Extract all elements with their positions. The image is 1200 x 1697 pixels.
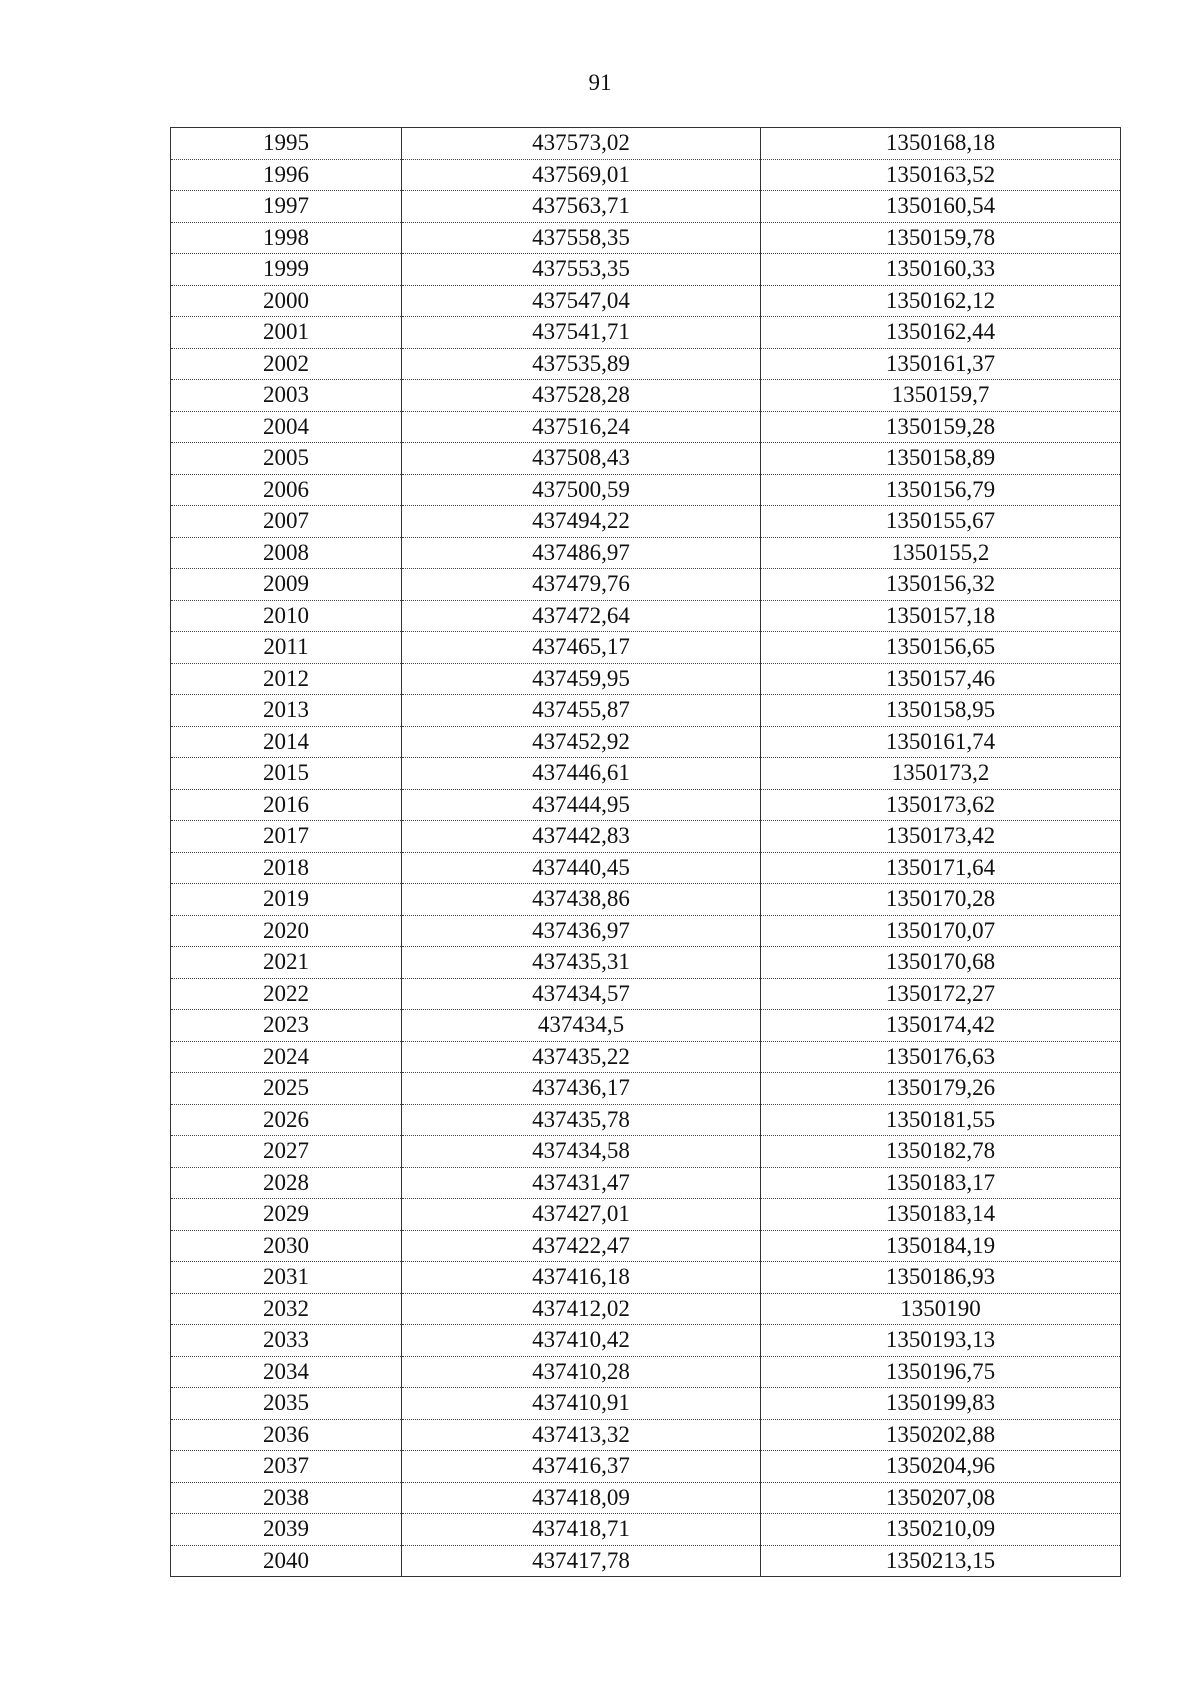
point-number-cell: 2027 <box>171 1136 402 1168</box>
y-coordinate-cell: 1350160,54 <box>761 191 1121 223</box>
table-row <box>171 159 1121 191</box>
table-row <box>171 1419 1121 1451</box>
y-coordinate-cell: 1350190 <box>761 1293 1121 1325</box>
table-row <box>171 600 1121 632</box>
x-coordinate-cell: 437416,37 <box>402 1451 761 1483</box>
point-number-cell: 2036 <box>171 1419 402 1451</box>
point-number-cell: 2020 <box>171 915 402 947</box>
y-coordinate-cell: 1350156,65 <box>761 632 1121 664</box>
y-coordinate-cell: 1350179,26 <box>761 1073 1121 1105</box>
x-coordinate-cell: 437438,86 <box>402 884 761 916</box>
point-number-cell: 2013 <box>171 695 402 727</box>
y-coordinate-cell: 1350160,33 <box>761 254 1121 286</box>
y-coordinate-cell: 1350199,83 <box>761 1388 1121 1420</box>
table-row <box>171 537 1121 569</box>
table-row <box>171 1451 1121 1483</box>
table-row <box>171 222 1121 254</box>
table-row <box>171 1514 1121 1546</box>
x-coordinate-cell: 437541,71 <box>402 317 761 349</box>
y-coordinate-cell: 1350213,15 <box>761 1545 1121 1577</box>
point-number-cell: 2022 <box>171 978 402 1010</box>
y-coordinate-cell: 1350204,96 <box>761 1451 1121 1483</box>
coordinates-table-body <box>171 128 1121 1577</box>
point-number-cell: 2026 <box>171 1104 402 1136</box>
x-coordinate-cell: 437412,02 <box>402 1293 761 1325</box>
point-number-cell: 2018 <box>171 852 402 884</box>
x-coordinate-cell: 437418,71 <box>402 1514 761 1546</box>
y-coordinate-cell: 1350162,44 <box>761 317 1121 349</box>
point-number-cell: 2038 <box>171 1482 402 1514</box>
point-number-cell: 2003 <box>171 380 402 412</box>
x-coordinate-cell: 437440,45 <box>402 852 761 884</box>
y-coordinate-cell: 1350210,09 <box>761 1514 1121 1546</box>
y-coordinate-cell: 1350170,68 <box>761 947 1121 979</box>
y-coordinate-cell: 1350183,17 <box>761 1167 1121 1199</box>
table-row <box>171 1262 1121 1294</box>
point-number-cell: 2017 <box>171 821 402 853</box>
table-row <box>171 1356 1121 1388</box>
table-row <box>171 285 1121 317</box>
table-row <box>171 474 1121 506</box>
y-coordinate-cell: 1350159,78 <box>761 222 1121 254</box>
point-number-cell: 2025 <box>171 1073 402 1105</box>
page-number: 91 <box>588 70 612 95</box>
y-coordinate-cell: 1350158,89 <box>761 443 1121 475</box>
point-number-cell: 2000 <box>171 285 402 317</box>
table-row <box>171 852 1121 884</box>
point-number-cell: 2028 <box>171 1167 402 1199</box>
coordinates-table <box>170 127 1121 1577</box>
point-number-cell: 2002 <box>171 348 402 380</box>
table-row <box>171 380 1121 412</box>
y-coordinate-cell: 1350170,28 <box>761 884 1121 916</box>
point-number-cell: 2039 <box>171 1514 402 1546</box>
table-row <box>171 947 1121 979</box>
x-coordinate-cell: 437410,42 <box>402 1325 761 1357</box>
x-coordinate-cell: 437431,47 <box>402 1167 761 1199</box>
table-row <box>171 1545 1121 1577</box>
point-number-cell: 2034 <box>171 1356 402 1388</box>
y-coordinate-cell: 1350157,18 <box>761 600 1121 632</box>
table-row <box>171 726 1121 758</box>
x-coordinate-cell: 437427,01 <box>402 1199 761 1231</box>
table-row <box>171 1041 1121 1073</box>
point-number-cell: 2014 <box>171 726 402 758</box>
table-row <box>171 569 1121 601</box>
point-number-cell: 2040 <box>171 1545 402 1577</box>
table-row <box>171 1073 1121 1105</box>
y-coordinate-cell: 1350161,37 <box>761 348 1121 380</box>
y-coordinate-cell: 1350156,79 <box>761 474 1121 506</box>
x-coordinate-cell: 437435,31 <box>402 947 761 979</box>
y-coordinate-cell: 1350157,46 <box>761 663 1121 695</box>
table-row <box>171 317 1121 349</box>
point-number-cell: 2037 <box>171 1451 402 1483</box>
y-coordinate-cell: 1350168,18 <box>761 128 1121 160</box>
x-coordinate-cell: 437516,24 <box>402 411 761 443</box>
x-coordinate-cell: 437422,47 <box>402 1230 761 1262</box>
point-number-cell: 2009 <box>171 569 402 601</box>
y-coordinate-cell: 1350163,52 <box>761 159 1121 191</box>
x-coordinate-cell: 437436,17 <box>402 1073 761 1105</box>
table-row <box>171 789 1121 821</box>
x-coordinate-cell: 437486,97 <box>402 537 761 569</box>
point-number-cell: 1998 <box>171 222 402 254</box>
y-coordinate-cell: 1350184,19 <box>761 1230 1121 1262</box>
x-coordinate-cell: 437418,09 <box>402 1482 761 1514</box>
y-coordinate-cell: 1350161,74 <box>761 726 1121 758</box>
y-coordinate-cell: 1350196,75 <box>761 1356 1121 1388</box>
table-row <box>171 758 1121 790</box>
y-coordinate-cell: 1350181,55 <box>761 1104 1121 1136</box>
x-coordinate-cell: 437435,78 <box>402 1104 761 1136</box>
point-number-cell: 2001 <box>171 317 402 349</box>
y-coordinate-cell: 1350159,7 <box>761 380 1121 412</box>
x-coordinate-cell: 437508,43 <box>402 443 761 475</box>
y-coordinate-cell: 1350186,93 <box>761 1262 1121 1294</box>
x-coordinate-cell: 437479,76 <box>402 569 761 601</box>
table-row <box>171 1482 1121 1514</box>
x-coordinate-cell: 437459,95 <box>402 663 761 695</box>
point-number-cell: 2004 <box>171 411 402 443</box>
table-row <box>171 506 1121 538</box>
y-coordinate-cell: 1350171,64 <box>761 852 1121 884</box>
y-coordinate-cell: 1350182,78 <box>761 1136 1121 1168</box>
table-row <box>171 348 1121 380</box>
table-row <box>171 632 1121 664</box>
point-number-cell: 2015 <box>171 758 402 790</box>
table-row <box>171 1325 1121 1357</box>
table-row <box>171 443 1121 475</box>
x-coordinate-cell: 437413,32 <box>402 1419 761 1451</box>
table-row <box>171 695 1121 727</box>
table-row <box>171 915 1121 947</box>
x-coordinate-cell: 437417,78 <box>402 1545 761 1577</box>
table-row <box>171 1136 1121 1168</box>
table-row <box>171 1104 1121 1136</box>
point-number-cell: 2021 <box>171 947 402 979</box>
y-coordinate-cell: 1350162,12 <box>761 285 1121 317</box>
x-coordinate-cell: 437553,35 <box>402 254 761 286</box>
table-row <box>171 1167 1121 1199</box>
y-coordinate-cell: 1350156,32 <box>761 569 1121 601</box>
table-row <box>171 411 1121 443</box>
x-coordinate-cell: 437410,91 <box>402 1388 761 1420</box>
table-row <box>171 1010 1121 1042</box>
y-coordinate-cell: 1350173,2 <box>761 758 1121 790</box>
y-coordinate-cell: 1350174,42 <box>761 1010 1121 1042</box>
y-coordinate-cell: 1350159,28 <box>761 411 1121 443</box>
y-coordinate-cell: 1350155,2 <box>761 537 1121 569</box>
table-row <box>171 663 1121 695</box>
x-coordinate-cell: 437563,71 <box>402 191 761 223</box>
y-coordinate-cell: 1350202,88 <box>761 1419 1121 1451</box>
point-number-cell: 2010 <box>171 600 402 632</box>
table-row <box>171 1388 1121 1420</box>
y-coordinate-cell: 1350173,42 <box>761 821 1121 853</box>
y-coordinate-cell: 1350193,13 <box>761 1325 1121 1357</box>
y-coordinate-cell: 1350207,08 <box>761 1482 1121 1514</box>
x-coordinate-cell: 437573,02 <box>402 128 761 160</box>
point-number-cell: 1995 <box>171 128 402 160</box>
y-coordinate-cell: 1350173,62 <box>761 789 1121 821</box>
x-coordinate-cell: 437435,22 <box>402 1041 761 1073</box>
table-row <box>171 1199 1121 1231</box>
point-number-cell: 2032 <box>171 1293 402 1325</box>
x-coordinate-cell: 437494,22 <box>402 506 761 538</box>
point-number-cell: 2005 <box>171 443 402 475</box>
point-number-cell: 2016 <box>171 789 402 821</box>
point-number-cell: 2030 <box>171 1230 402 1262</box>
table-row <box>171 884 1121 916</box>
y-coordinate-cell: 1350172,27 <box>761 978 1121 1010</box>
x-coordinate-cell: 437500,59 <box>402 474 761 506</box>
y-coordinate-cell: 1350176,63 <box>761 1041 1121 1073</box>
x-coordinate-cell: 437434,5 <box>402 1010 761 1042</box>
point-number-cell: 2007 <box>171 506 402 538</box>
table-row <box>171 821 1121 853</box>
y-coordinate-cell: 1350155,67 <box>761 506 1121 538</box>
point-number-cell: 2006 <box>171 474 402 506</box>
table-row <box>171 1230 1121 1262</box>
x-coordinate-cell: 437410,28 <box>402 1356 761 1388</box>
x-coordinate-cell: 437452,92 <box>402 726 761 758</box>
point-number-cell: 2029 <box>171 1199 402 1231</box>
point-number-cell: 2011 <box>171 632 402 664</box>
x-coordinate-cell: 437455,87 <box>402 695 761 727</box>
table-row <box>171 1293 1121 1325</box>
x-coordinate-cell: 437472,64 <box>402 600 761 632</box>
x-coordinate-cell: 437442,83 <box>402 821 761 853</box>
y-coordinate-cell: 1350183,14 <box>761 1199 1121 1231</box>
point-number-cell: 2035 <box>171 1388 402 1420</box>
x-coordinate-cell: 437444,95 <box>402 789 761 821</box>
x-coordinate-cell: 437535,89 <box>402 348 761 380</box>
x-coordinate-cell: 437416,18 <box>402 1262 761 1294</box>
table-row <box>171 978 1121 1010</box>
point-number-cell: 2008 <box>171 537 402 569</box>
x-coordinate-cell: 437528,28 <box>402 380 761 412</box>
y-coordinate-cell: 1350170,07 <box>761 915 1121 947</box>
x-coordinate-cell: 437436,97 <box>402 915 761 947</box>
point-number-cell: 2031 <box>171 1262 402 1294</box>
table-row <box>171 254 1121 286</box>
point-number-cell: 2033 <box>171 1325 402 1357</box>
x-coordinate-cell: 437569,01 <box>402 159 761 191</box>
x-coordinate-cell: 437547,04 <box>402 285 761 317</box>
point-number-cell: 1996 <box>171 159 402 191</box>
table-row <box>171 128 1121 160</box>
x-coordinate-cell: 437465,17 <box>402 632 761 664</box>
table-row <box>171 191 1121 223</box>
point-number-cell: 1999 <box>171 254 402 286</box>
point-number-cell: 1997 <box>171 191 402 223</box>
point-number-cell: 2019 <box>171 884 402 916</box>
x-coordinate-cell: 437446,61 <box>402 758 761 790</box>
y-coordinate-cell: 1350158,95 <box>761 695 1121 727</box>
x-coordinate-cell: 437558,35 <box>402 222 761 254</box>
x-coordinate-cell: 437434,57 <box>402 978 761 1010</box>
point-number-cell: 2023 <box>171 1010 402 1042</box>
x-coordinate-cell: 437434,58 <box>402 1136 761 1168</box>
point-number-cell: 2024 <box>171 1041 402 1073</box>
point-number-cell: 2012 <box>171 663 402 695</box>
